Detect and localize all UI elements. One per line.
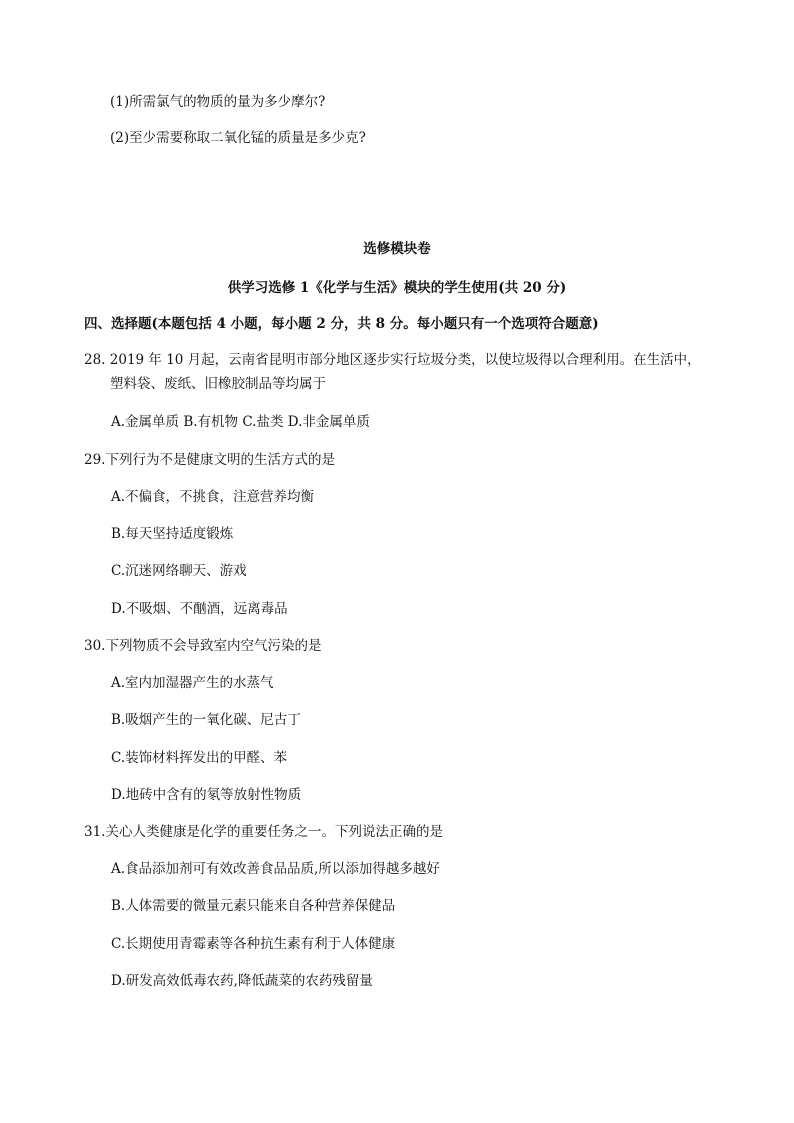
- question-stem-continued: 塑料袋、废纸、旧橡胶制品等均属于: [110, 376, 326, 392]
- section-subtitle: 供学习选修 1《化学与生活》模块的学生使用(共 20 分): [227, 280, 567, 296]
- option-c: C.沉迷网络聊天、游戏: [111, 563, 247, 579]
- option-a: A.室内加湿器产生的水蒸气: [111, 675, 274, 691]
- option-d: D.地砖中含有的氡等放射性物质: [111, 787, 302, 803]
- option-d: D.研发高效低毒农药,降低蔬菜的农药残留量: [111, 973, 373, 989]
- previous-question-part1: (1)所需氯气的物质的量为多少摩尔?: [110, 94, 326, 110]
- option-b: B.人体需要的微量元素只能来自各种营养保健品: [111, 898, 396, 914]
- question-stem: 28. 2019 年 10 月起，云南省昆明市部分地区逐步实行垃圾分类，以使垃圾得以合理利用。在生活中，: [84, 352, 701, 368]
- option-c: C.长期使用青霉素等各种抗生素有利于人体健康: [111, 936, 396, 952]
- question-stem: 31.关心人类健康是化学的重要任务之一。下列说法正确的是: [84, 824, 443, 840]
- question-options: A.金属单质 B.有机物 C.盐类 D.非金属单质: [111, 414, 370, 430]
- option-c: C.装饰材料挥发出的甲醛、苯: [111, 750, 288, 766]
- section-title: 选修模块卷: [363, 241, 431, 257]
- option-b: B.每天坚持适度锻炼: [111, 526, 234, 542]
- previous-question-part2: (2)至少需要称取二氧化锰的质量是多少克?: [110, 130, 366, 146]
- question-stem: 29.下列行为不是健康文明的生活方式的是: [84, 452, 335, 468]
- question-stem: 30.下列物质不会导致室内空气污染的是: [84, 638, 322, 654]
- option-a: A.不偏食，不挑食，注意营养均衡: [111, 489, 315, 505]
- option-a: A.食品添加剂可有效改善食品品质,所以添加得越多越好: [111, 861, 440, 877]
- option-b: B.吸烟产生的一氧化碳、尼古丁: [111, 712, 301, 728]
- section-heading: 四、选择题(本题包括 4 小题，每小题 2 分，共 8 分。每小题只有一个选项符合题意): [84, 316, 599, 332]
- option-d: D.不吸烟、不酗酒，远离毒品: [111, 601, 288, 617]
